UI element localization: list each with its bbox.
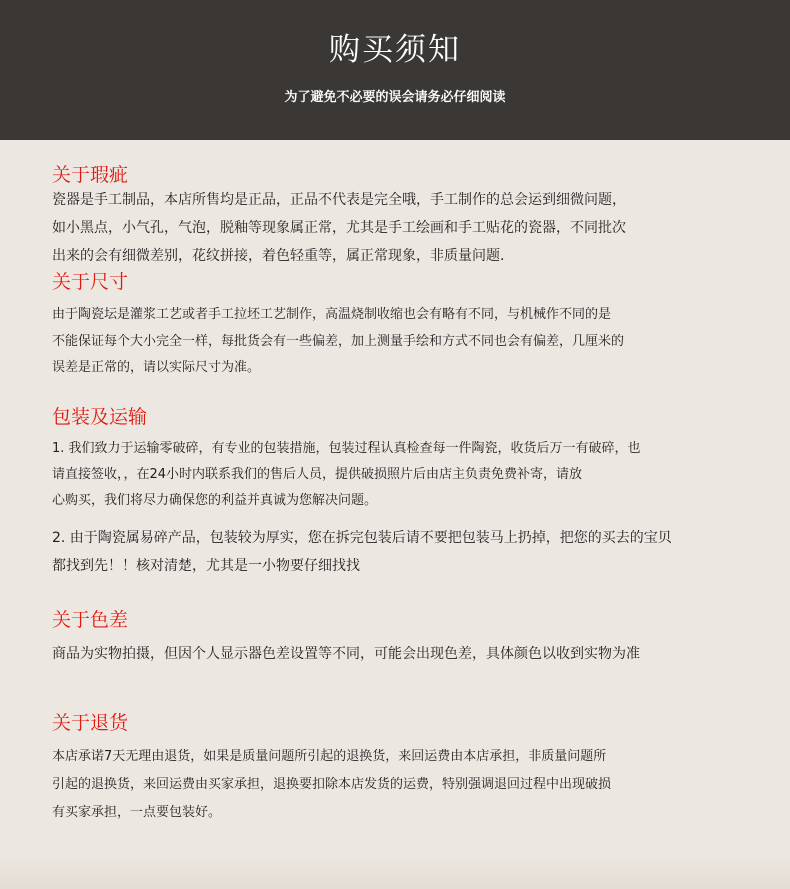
- section-heading-defects: 关于瑕疵: [52, 164, 129, 186]
- section-line: 2. 由于陶瓷属易碎产品，包装较为厚实，您在拆完包装后请不要把包装马上扔掉，把您的买去的宝贝: [52, 530, 672, 546]
- section-line: 出来的会有细微差别，花纹拼接，着色轻重等，属正常现象，非质量问题.: [52, 248, 505, 264]
- section-heading-shipping: 包装及运输: [52, 406, 148, 428]
- page-title: 购买须知: [329, 32, 461, 68]
- section-line: 1. 我们致力于运输零破碎，有专业的包装措施，包装过程认真检查每一件陶瓷，收货后万一有破碎，也: [52, 441, 641, 456]
- section-line: 引起的退换货，来回运费由买家承担，退换要扣除本店发货的运费，特别强调退回过程中出现破损: [52, 777, 612, 792]
- section-line: 如小黑点，小气孔，气泡，脱釉等现象属正常，尤其是手工绘画和手工贴花的瓷器，不同批次: [52, 220, 626, 236]
- section-line: 误差是正常的，请以实际尺寸为准。: [52, 360, 261, 375]
- section-line: 瓷器是手工制品，本店所售均是正品，正品不代表是完全哦，手工制作的总会运到细微问题，: [52, 192, 626, 208]
- section-line: 不能保证每个大小完全一样，每批货会有一些偏差，加上测量手绘和方式不同也会有偏差，几厘米的: [52, 334, 625, 349]
- section-heading-color: 关于色差: [52, 609, 129, 631]
- section-heading-size: 关于尺寸: [52, 271, 129, 293]
- section-line: 由于陶瓷坛是灌浆工艺或者手工拉坯工艺制作，高温烧制收缩也会有略有不同，与机械作不同的是: [52, 307, 612, 322]
- section-line: 心购买，我们将尽力确保您的利益并真诚为您解决问题。: [52, 493, 378, 508]
- section-line: 有买家承担，一点要包装好。: [52, 805, 222, 820]
- section-line: 请直接签收，，在24小时内联系我们的售后人员，提供破损照片后由店主负责免费补寄，请放: [52, 467, 583, 482]
- section-line: 商品为实物拍摄，但因个人显示器色差设置等不同，可能会出现色差，具体颜色以收到实物为准: [52, 646, 640, 662]
- section-heading-returns: 关于退货: [52, 712, 129, 734]
- section-line: 本店承诺7天无理由退货，如果是质量问题所引起的退换货，来回运费由本店承担，非质量问题所: [52, 749, 607, 764]
- header-banner: [0, 0, 790, 140]
- bottom-decoration: [0, 855, 790, 889]
- page-subtitle: 为了避免不必要的误会请务必仔细阅读: [284, 90, 506, 105]
- section-line: 都找到先！！核对清楚，尤其是一小物要仔细找找: [52, 558, 360, 574]
